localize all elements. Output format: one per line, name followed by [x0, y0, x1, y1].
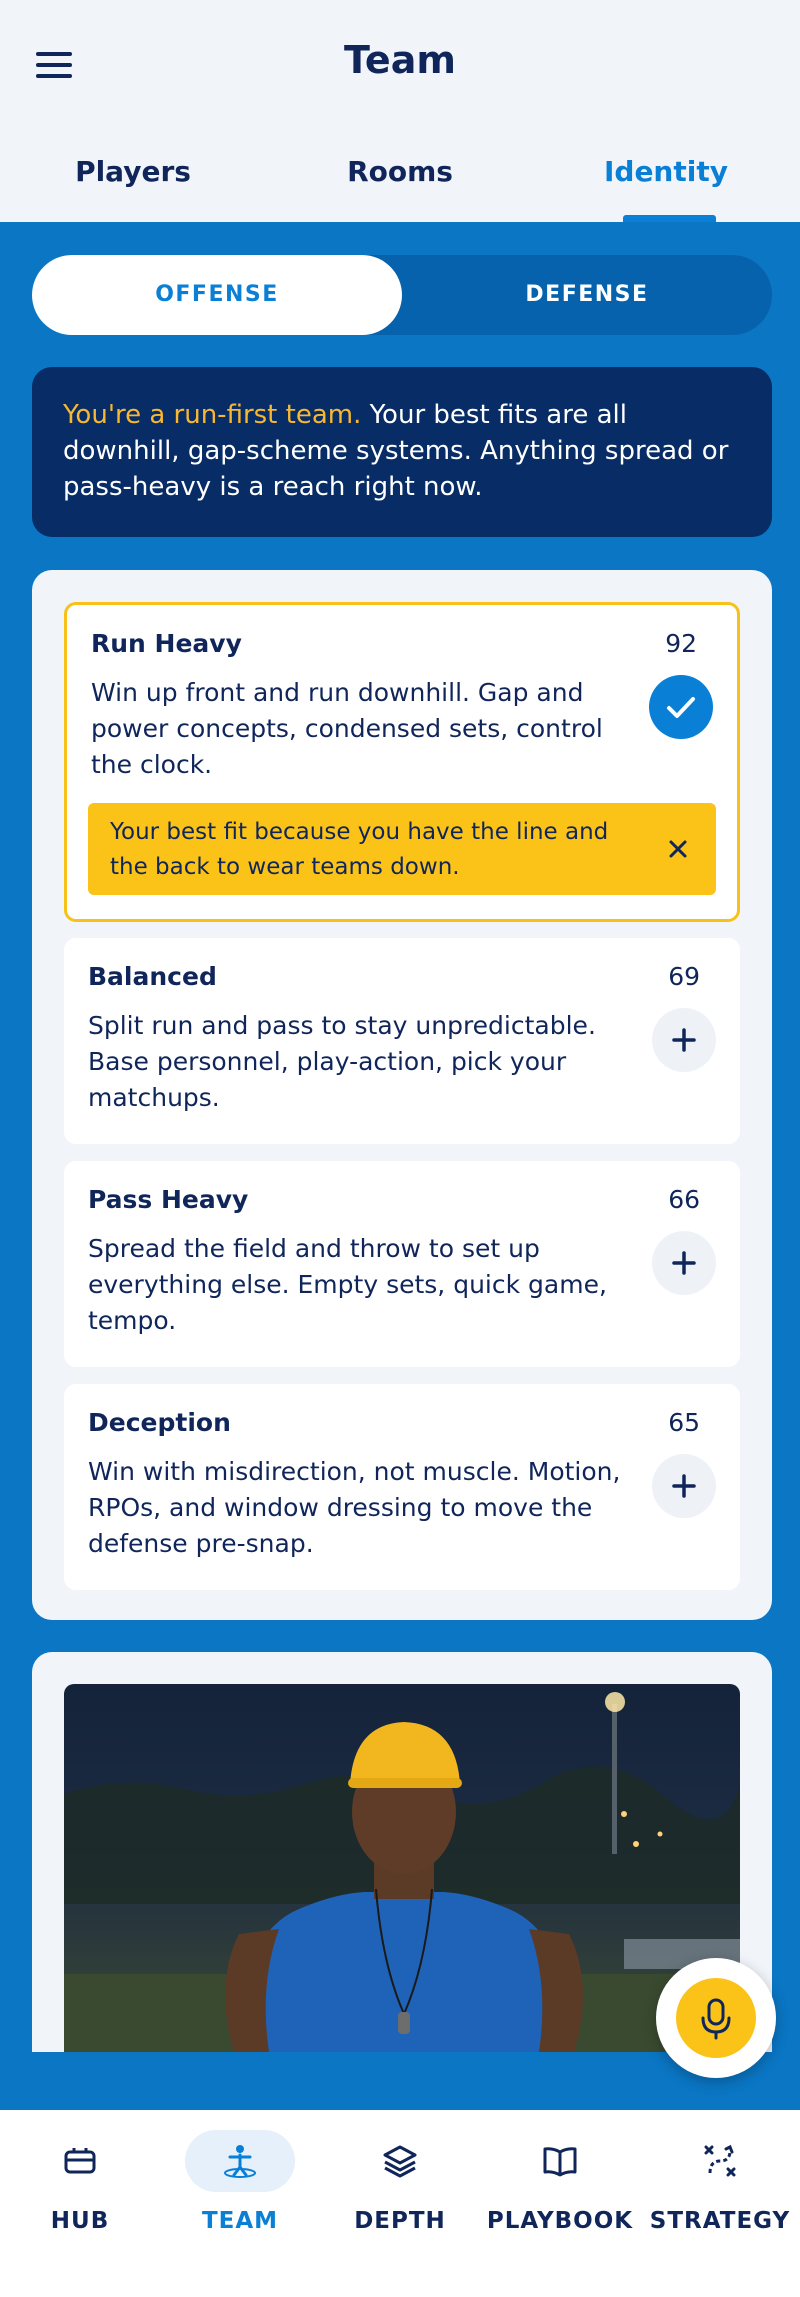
strategy-icon	[665, 2130, 775, 2192]
option-title: Pass Heavy	[88, 1185, 249, 1214]
team-icon	[185, 2130, 295, 2192]
page-title: Team	[344, 38, 456, 82]
option-description: Spread the field and throw to set up everything else. Empty sets, quick game, tempo.	[88, 1234, 607, 1335]
nav-label: PLAYBOOK	[486, 2208, 634, 2234]
close-icon[interactable]	[662, 833, 694, 865]
option-description: Win up front and run downhill. Gap and power concepts, condensed sets, control the clock.	[91, 678, 603, 779]
offense-defense-toggle	[32, 255, 772, 335]
nav-depth[interactable]	[320, 2110, 480, 2297]
summary-text: Your best fits are all downhill, gap-scheme systems. Anything spread or pass-heavy is a reach right now.	[63, 400, 729, 502]
defense-toggle-button[interactable]: DEFENSE	[525, 282, 649, 307]
add-icon[interactable]	[652, 1231, 716, 1295]
layers-icon	[345, 2130, 455, 2192]
tab-identity[interactable]: Identity	[603, 155, 728, 188]
stadium-icon	[25, 2130, 135, 2192]
best-fit-note	[88, 803, 716, 895]
add-icon[interactable]	[652, 1454, 716, 1518]
active-tab-indicator	[623, 215, 716, 222]
offense-toggle-button[interactable]: OFFENSE	[32, 255, 402, 335]
option-score: 65	[668, 1408, 700, 1437]
option-score: 69	[668, 962, 700, 991]
app-header	[0, 0, 800, 222]
option-score: 66	[668, 1185, 700, 1214]
nav-hub[interactable]	[0, 2110, 160, 2297]
nav-label: DEPTH	[354, 2208, 446, 2234]
option-score: 92	[665, 629, 697, 658]
add-icon[interactable]	[652, 1008, 716, 1072]
coach-photo	[64, 1684, 740, 2052]
option-title: Balanced	[88, 962, 217, 991]
nav-strategy[interactable]	[640, 2110, 800, 2297]
microphone-icon	[676, 1978, 756, 2058]
nav-label: TEAM	[201, 2208, 279, 2234]
identity-options-card	[32, 570, 772, 1620]
bottom-navigation	[0, 2110, 800, 2297]
identity-option-balanced[interactable]	[64, 938, 740, 1144]
option-title: Run Heavy	[91, 629, 242, 658]
voice-assistant-button[interactable]	[656, 1958, 776, 2078]
identity-option-deception[interactable]	[64, 1384, 740, 1590]
tab-rooms[interactable]: Rooms	[347, 155, 453, 188]
tab-players[interactable]: Players	[75, 155, 191, 188]
identity-summary-banner	[32, 367, 772, 537]
nav-label: HUB	[50, 2208, 110, 2234]
option-description: Win with misdirection, not muscle. Motion, RPOs, and window dressing to move the defense pre-snap.	[88, 1457, 621, 1558]
nav-playbook[interactable]	[480, 2110, 640, 2297]
identity-option-pass-heavy[interactable]	[64, 1161, 740, 1367]
nav-team[interactable]	[160, 2110, 320, 2297]
nav-label: STRATEGY	[649, 2208, 791, 2234]
selected-check-icon[interactable]	[649, 675, 713, 739]
identity-option-run-heavy[interactable]	[64, 602, 740, 922]
summary-highlight: You're a run-first team.	[63, 400, 362, 430]
option-title: Deception	[88, 1408, 231, 1437]
book-icon	[505, 2130, 615, 2192]
option-description: Split run and pass to stay unpredictable. Base personnel, play-action, pick your matchups.	[88, 1011, 596, 1112]
best-fit-note-text: Your best fit because you have the line and the back to wear teams down.	[110, 819, 609, 880]
